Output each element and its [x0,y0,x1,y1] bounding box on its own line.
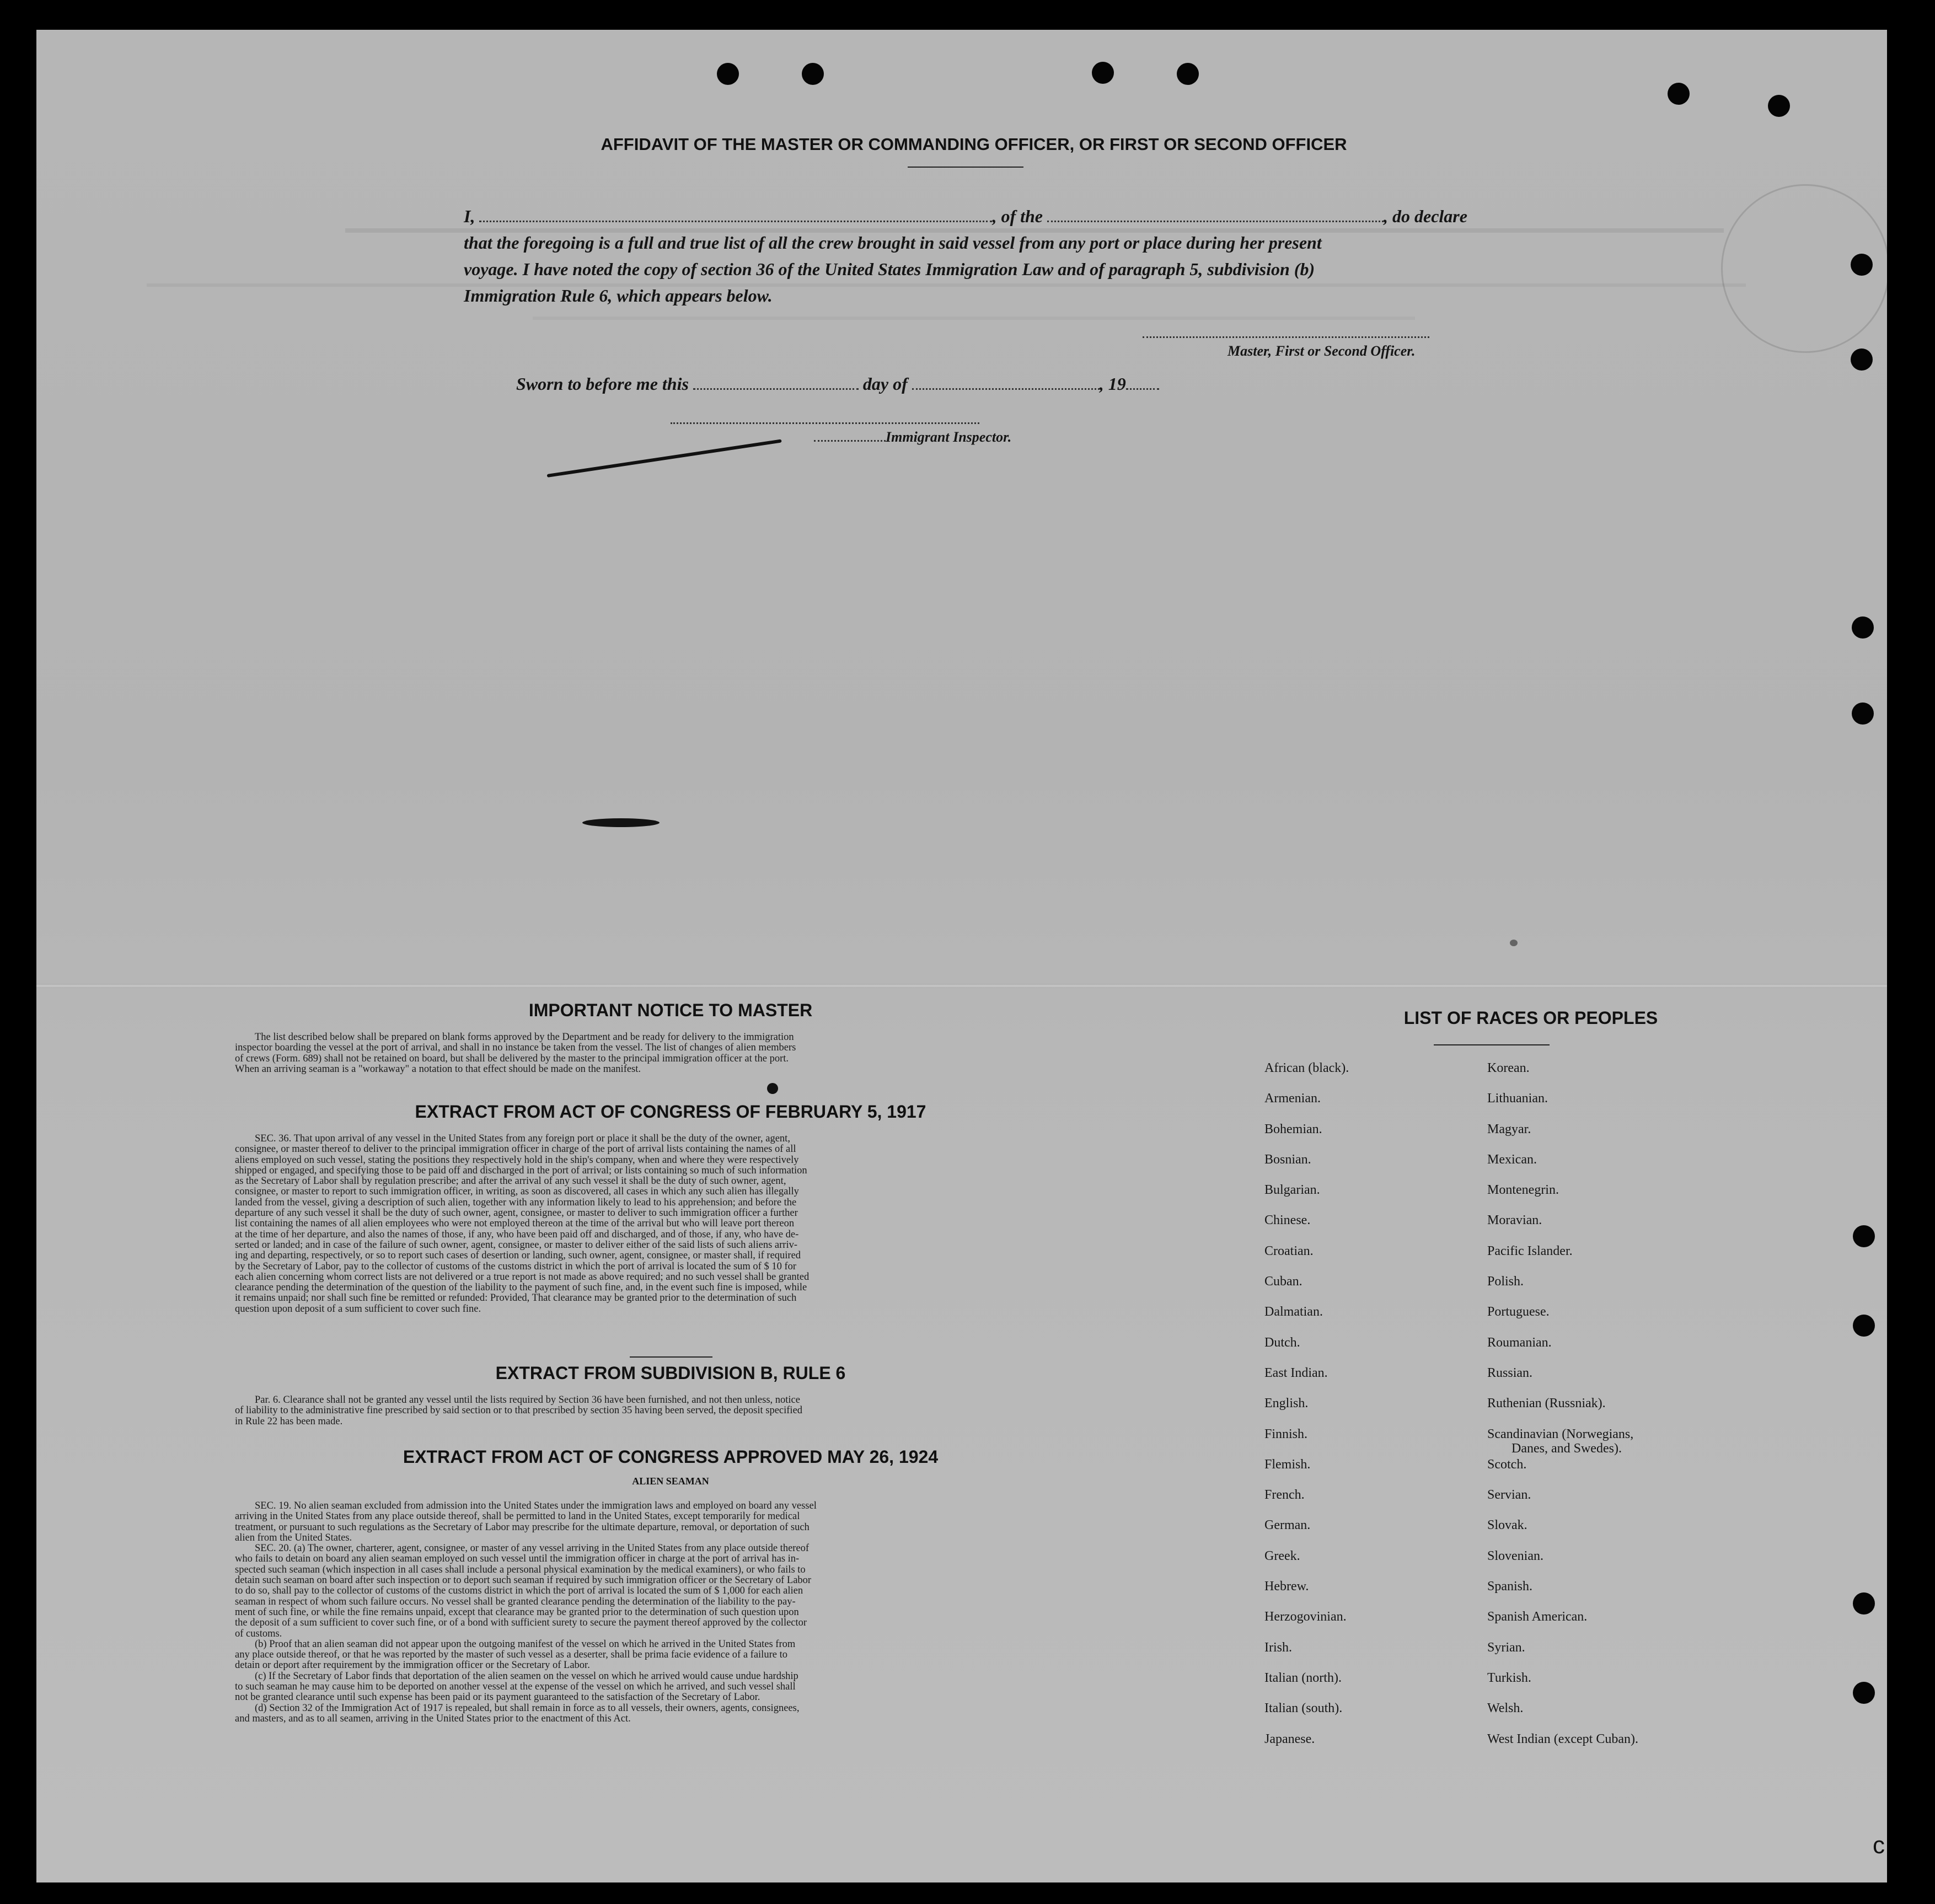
race-item: Polish. [1487,1274,1524,1289]
inspector-label: Immigrant Inspector. [886,429,1012,445]
race-item: Spanish American. [1487,1610,1588,1624]
extract-1924-title: EXTRACT FROM ACT OF CONGRESS APPROVED MAY 26, 1924 [403,1447,939,1467]
notice-text [235,1032,1106,1075]
sec20b-line: any place outside thereof, or that he was reported by the master of such vessel as a deserter, shall be prima facie evidence of a failure to [235,1649,787,1661]
alien-seaman-subtitle: ALIEN SEAMAN [632,1476,709,1487]
punch-hole [1668,83,1690,105]
signature-stroke [547,439,782,477]
race-item: Japanese. [1264,1731,1315,1746]
punch-hole [802,63,824,85]
race-item: Korean. [1487,1061,1530,1075]
sec20-line: of customs. [235,1628,282,1639]
punch-hole [1852,616,1874,639]
rule6-title: EXTRACT FROM SUBDIVISION B, RULE 6 [495,1363,846,1383]
punch-hole [1768,95,1790,117]
notice-title: IMPORTANT NOTICE TO MASTER [528,1000,813,1020]
extract-1924-text [235,1501,1106,1724]
race-item: Slovak. [1487,1518,1527,1533]
race-item: Syrian. [1487,1640,1525,1655]
race-item: Finnish. [1264,1426,1308,1441]
sworn-year-blank[interactable] [1126,375,1159,390]
affidavit-line-4: Immigration Rule 6, which appears below. [464,286,773,305]
race-item: Turkish. [1487,1670,1531,1685]
sec36-line: by the Secretary of Labor, pay to the collector of customs of the customs district in which the port of arrival is located the sum of $ 10 for [235,1261,797,1272]
race-item: West Indian (except Cuban). [1487,1731,1638,1746]
affidavit-line-1 [464,206,1467,227]
punch-hole [1853,1592,1875,1615]
race-item: Bohemian. [1264,1122,1322,1136]
inspector-line [814,429,1011,446]
sec20-line: seaman in respect of whom such failure occurs. No vessel shall be granted clearance pending the determination of the liability to the pay- [235,1596,796,1607]
race-item: Servian. [1487,1488,1531,1503]
race-item: French. [1264,1488,1305,1503]
sec20c-line: not be granted clearance until such expense has been paid or its payment guaranteed to the satisfaction of the Secretary of Labor. [235,1692,760,1703]
sec36-line: consignee, or master thereof to deliver to the principal immigration officer in charge of the port of arrival lists containing the names of all [235,1144,796,1155]
sec20-line: to do so, shall pay to the collector of customs of the customs district in which the port of arrival is located the sum of $ 1,000 for each alien [235,1585,803,1597]
punch-hole [1853,1682,1875,1704]
races-title: LIST OF RACES OR PEOPLES [1403,1008,1658,1028]
sec36-line: landed from the vessel, giving a description of such alien, together with any information likely to lead to his apprehension; and before the [235,1197,797,1208]
sec20d-line: (d) Section 32 of the Immigration Act of 1917 is repealed, but shall remain in force as to all vessels, their owners, agents, consignees, [255,1702,800,1714]
sec19-line: SEC. 19. No alien seaman excluded from admission into the United States under the immigration laws and employed on board any vessel [255,1500,817,1511]
race-item: Ruthenian (Russniak). [1487,1396,1606,1411]
races-left-column [1264,1060,1349,1761]
race-item: Pacific Islander. [1487,1243,1573,1258]
punch-hole [1853,1315,1875,1337]
race-item: Greek. [1264,1548,1300,1563]
race-item: Irish. [1264,1640,1292,1655]
punch-hole [1853,1225,1875,1247]
sec20-line: the deposit of a sum sufficient to cover such fine, or of a bond with sufficient surety to secure the payment thereof approved by the collector [235,1617,807,1629]
punch-hole [717,63,739,85]
sec36-line: as the Secretary of Labor shall by regulation prescribe; and after the arrival of any such vessel it shall be the duty of such owner, agent, [235,1176,786,1187]
notice-line: of crews (Form. 689) shall not be retained on board, but shall be delivered by the master to the principal immigration officer at the port. [235,1053,789,1064]
race-item: Armenian. [1264,1091,1321,1106]
affidavit-line-3: voyage. I have noted the copy of section 36 of the United States Immigration Law and of paragraph 5, subdivision (b) [464,259,1315,279]
race-item: Danes, and Swedes). [1511,1441,1622,1456]
notice-line: inspector boarding the vessel at the port of arrival, and shall in no instance be taken from the vessel. The list of changes of alien members [235,1042,796,1054]
sworn-prefix: Sworn to before me this [516,374,689,394]
race-item: Magyar. [1487,1122,1531,1136]
race-item: Herzogovinian. [1264,1610,1347,1624]
punch-hole [1852,702,1874,725]
race-item: Croatian. [1264,1243,1314,1258]
rule6-text [235,1395,1106,1427]
race-item: Spanish. [1487,1579,1533,1594]
sec20-line: spected such seaman (which inspection in all cases shall include a personal physical examination by the medical examiners), or who fails to [235,1564,806,1575]
race-item: Mexican. [1487,1152,1537,1167]
race-item: African (black). [1264,1061,1349,1075]
race-item: Welsh. [1487,1701,1524,1716]
name-blank[interactable] [479,207,992,222]
affidavit-line-2: that the foregoing is a full and true list of all the crew brought in said vessel from any port or place during her present [464,233,1322,253]
race-item: Hebrew. [1264,1579,1309,1594]
rule6-line: of liability to the administrative fine prescribed by said section or to that prescribed by section 35 having been served, the deposit specified [235,1405,803,1417]
sec20-line: who fails to detain on board any alien seaman employed on such vessel until the immigration officer in charge at the port of arrival has in- [235,1553,800,1565]
sworn-day-blank[interactable] [693,375,859,390]
ink-blot [1510,940,1518,946]
races-right-column [1487,1060,1638,1761]
sec36-line: ing and departing, respectively, or so to report such cases of desertion or landing, such owner, agent, consignee, or master shall, if required [235,1250,801,1262]
section-divider [630,1356,712,1358]
sec36-line: serted or landed; and in case of the failure of such owner, agent, consignee, or master to deliver either of the said lists of such aliens arriv- [235,1239,798,1251]
affidavit-i: I, [464,206,475,226]
sec20b-line: detain or deport after requirement by the immigration officer or the Secretary of Labor. [235,1660,590,1671]
sec36-line: at the time of her departure, and also the names of those, if any, who have been paid off and discharged, and of those, if any, who have de- [235,1229,799,1240]
race-item: Roumanian. [1487,1335,1552,1350]
title-underline [908,167,1023,168]
race-item: German. [1264,1518,1311,1533]
sworn-line [516,374,1159,394]
punch-hole [1851,254,1873,276]
sworn-year: , 19 [1099,374,1126,394]
rule6-line: Par. 6. Clearance shall not be granted any vessel until the lists required by Section 36 have been furnished, and not then unless, notice [255,1395,800,1406]
race-item: Lithuanian. [1487,1091,1548,1106]
sec36-line: shipped or engaged, and specifying those to be paid off and discharged in the port of arrival; or lists containing so much of such information [235,1165,807,1176]
race-item: Italian (south). [1264,1701,1343,1716]
race-item: Portuguese. [1487,1305,1550,1320]
sec20c-line: to such seaman he may cause him to be deported on another vessel at the expense of the vessel on which he arrived, and such vessel shall [235,1681,796,1693]
race-item: Bulgarian. [1264,1183,1320,1198]
ink-blot [767,1083,778,1094]
ink-blot [582,818,660,827]
margin-mark: c [1873,1832,1885,1859]
punch-hole [1851,348,1873,371]
race-item: Dalmatian. [1264,1305,1323,1320]
extract-1917-title: EXTRACT FROM ACT OF CONGRESS OF FEBRUARY 5, 1917 [415,1102,926,1122]
sec20-line: SEC. 20. (a) The owner, charterer, agent, consignee, or master of any vessel arriving in the United States from any place outside thereof [255,1543,810,1554]
race-item: Scotch. [1487,1457,1527,1472]
race-item: Cuban. [1264,1274,1302,1289]
sec36-line: consignee, or master to report to such immigration officer, in writing, as soon as discovered, all cases in which any such alien has illegally [235,1186,799,1198]
race-item: East Indian. [1264,1365,1328,1380]
rule6-line: in Rule 22 has been made. [235,1415,343,1427]
master-signature-blank[interactable] [1143,323,1429,338]
race-item: Flemish. [1264,1457,1311,1472]
sec19-line: treatment, or pursuant to such regulations as the Secretary of Labor may prescribe for the ultimate departure, removal, or deportation of such [235,1521,810,1533]
fold-crease [36,984,1887,988]
race-item: Moravian. [1487,1213,1542,1228]
extract-1917-text [235,1134,1106,1315]
affidavit-title: AFFIDAVIT OF THE MASTER OR COMMANDING OFFICER, OR FIRST OR SECOND OFFICER [601,135,1347,154]
inspector-blank-upper[interactable] [671,409,979,424]
sec19-line: alien from the United States. [235,1532,352,1543]
punch-hole [1177,63,1199,85]
race-item: Montenegrin. [1487,1183,1559,1198]
race-item: English. [1264,1396,1309,1411]
notice-line: The list described below shall be prepared on blank forms approved by the Department and be ready for delivery to the immigration [255,1032,794,1043]
notice-line: When an arriving seaman is a "workaway" a notation to that effect should be made on the manifest. [235,1063,641,1075]
sec20d-line: and masters, and as to all seamen, arriving in the United States prior to the enactment of this Act. [235,1713,631,1724]
punch-hole [1092,62,1114,84]
race-item: Slovenian. [1487,1548,1543,1563]
race-item: Russian. [1487,1365,1533,1380]
sec36-line: departure of any such vessel it shall be the duty of such owner, agent, consignee, or master to deliver to such immigration officer a further [235,1208,798,1219]
race-item: Chinese. [1264,1213,1311,1228]
inspector-blank[interactable] [814,429,886,442]
document-page [36,30,1887,1882]
affidavit-of-the: , of the [992,206,1043,226]
sworn-day-of: day of [862,374,908,394]
sec36-line: it remains unpaid; nor shall such fine be remitted or refunded: Provided, That clearance may be granted prior to the determination of such [235,1292,797,1304]
sec36-line: aliens employed on such vessel, stating the positions they respectively hold in the ship's company, when and where they were respectively [235,1154,799,1166]
sec36-line: SEC. 36. That upon arrival of any vessel in the United States from any foreign port or place it shall be the duty of the owner, agent, [255,1133,790,1144]
sec19-line: arriving in the United States from any place outside thereof, shall be permitted to land in the United States, except temporarily for medical [235,1511,800,1522]
bleed-through-text [147,283,1746,303]
master-label: Master, First or Second Officer. [1228,343,1416,359]
race-item: Scandinavian (Norwegians, [1487,1426,1634,1441]
races-underline [1434,1044,1550,1045]
sec36-line: list containing the names of all alien employees who were not employed thereon at the time of the arrival but who will leave port thereon [235,1218,795,1230]
race-item: Dutch. [1264,1335,1300,1350]
sec36-line: question upon deposit of a sum sufficient to cover such fine. [235,1303,481,1315]
sec20c-line: (c) If the Secretary of Labor finds that deportation of the alien seamen on the vessel on which he arrived would cause undue hardship [255,1670,798,1682]
vessel-blank[interactable] [1047,207,1384,222]
affidavit-do-declare: , do declare [1384,206,1467,226]
sec20-line: ment of such fine, or while the fine remains unpaid, except that clearance may be granted prior to the determination of such question upon [235,1606,799,1618]
sec20-line: detain such seaman on board after such inspection or to deport such seaman if required by such immigration officer or the Secretary of Labor [235,1575,812,1586]
sec20b-line: (b) Proof that an alien seaman did not appear upon the outgoing manifest of the vessel on which he arrived in the United States from [255,1638,796,1650]
sec36-line: each alien concerning whom correct lists are not delivered or a true report is not made as above required; and no such vessel shall be granted [235,1271,810,1283]
sec36-line: clearance pending the determination of the question of the liability to the payment of such fine, and, in the event such fine is imposed, while [235,1282,807,1294]
sworn-month-blank[interactable] [912,375,1100,390]
race-item: Bosnian. [1264,1152,1311,1167]
race-item: Italian (north). [1264,1670,1342,1685]
